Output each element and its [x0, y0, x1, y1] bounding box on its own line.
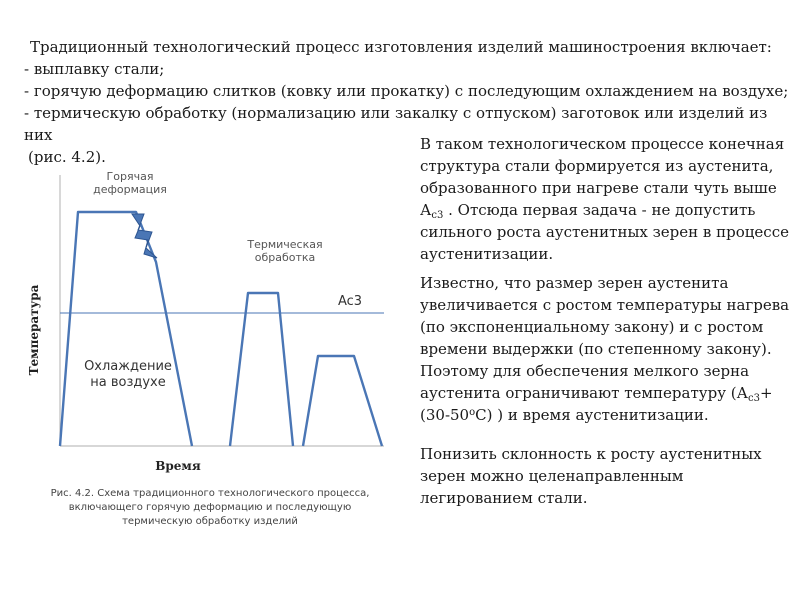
- intro-item-melting: - выплавку стали;: [24, 60, 165, 78]
- intro-figure-reference: (рис. 4.2).: [28, 148, 106, 166]
- p1-subscript: с3: [431, 210, 444, 221]
- caption-line-3: термическую обработку изделий: [122, 516, 298, 527]
- label-cooling-1: Охлаждение: [84, 359, 172, 374]
- process-diagram: [20, 160, 400, 540]
- p2-superscript: о: [469, 407, 476, 418]
- p3-text: Понизить склонность к росту аустенитных зерен можно целенаправленным легированием стали.: [420, 445, 762, 507]
- label-heat-treatment-2: обработка: [254, 251, 316, 264]
- label-hot-deformation-2: деформация: [93, 183, 167, 196]
- p1-text-a: В таком технологическом процессе конечная структура стали формируется из аустенита, образованного при нагреве стали чуть выше А: [420, 135, 785, 219]
- caption-line-2: включающего горячую деформацию и последующую: [68, 502, 352, 513]
- intro-heading: Традиционный технологический процесс изготовления изделий машиностроения включает:: [30, 38, 772, 56]
- p1-text-b: . Отсюда первая задача - не допустить сильного роста аустенитных зерен в процессе аустенитизации.: [420, 201, 789, 263]
- intro-item-hot-deformation: - горячую деформацию слитков (ковку или прокатку) с последующим охлаждением на воздухе;: [24, 82, 789, 100]
- p2-text-c: С) ) и время аустенитизации.: [475, 406, 709, 424]
- tempering-curve: [303, 356, 382, 446]
- caption-line-1: Рис. 4.2. Схема традиционного технологического процесса,: [50, 488, 370, 499]
- paragraph-grain-size: [420, 272, 792, 426]
- y-axis-label: Температура: [27, 284, 41, 376]
- label-heat-treatment-1: Термическая: [247, 238, 323, 251]
- paragraph-alloying: [420, 443, 792, 509]
- normalization-curve: [230, 293, 293, 446]
- label-hot-deformation-1: Горячая: [106, 170, 154, 183]
- figure-caption: [20, 487, 400, 529]
- lightning-bolt-icon: [132, 214, 157, 258]
- intro-item-heat-treatment: - термическую обработку (нормализацию или закалку с отпуском) заготовок или изделий из них: [24, 104, 768, 144]
- label-cooling-2: на воздухе: [90, 375, 166, 390]
- p2-text-b: +(30-50: [420, 384, 773, 424]
- paragraph-austenite-structure: [420, 133, 792, 265]
- x-axis-label: Время: [155, 459, 201, 473]
- label-ac3: Ac3: [338, 294, 363, 309]
- p2-subscript: с3: [748, 393, 760, 404]
- p2-text-a: Известно, что размер зерен аустенита увеличивается с ростом температуры нагрева (по экспоненциальному закону) и с ростом времени выдержки (по степенному закону). Поэтому для обеспечения мелкого зерна аустенита ограничивают температуру (А: [420, 274, 790, 402]
- process-diagram-svg: [20, 160, 400, 490]
- hot-deformation-curve: [60, 212, 192, 446]
